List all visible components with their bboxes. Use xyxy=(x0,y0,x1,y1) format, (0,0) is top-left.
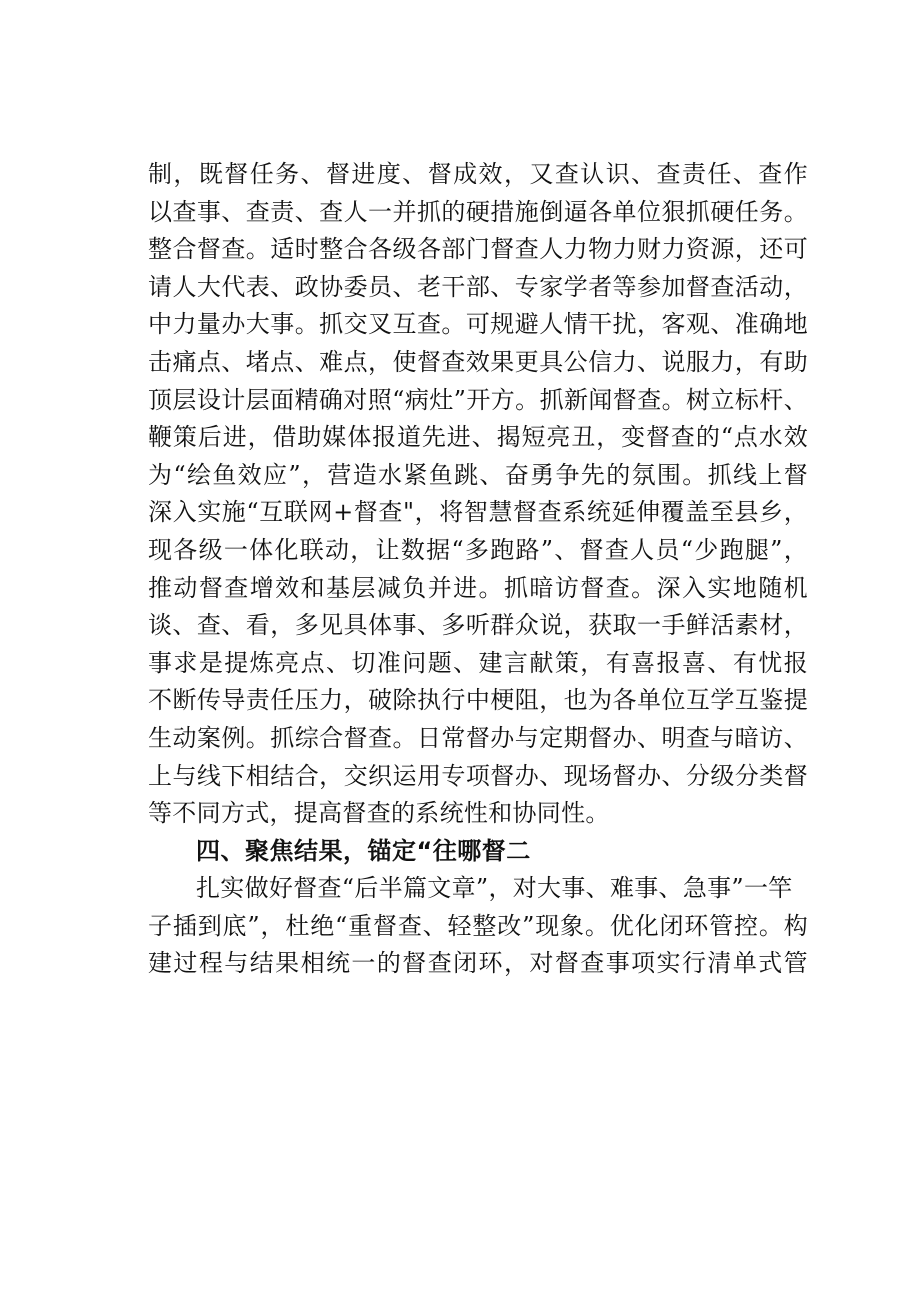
text-line: 中力量办大事。抓交叉互查。可规避人情干扰，客观、准确地 xyxy=(148,310,808,339)
text-line: 整合督查。适时整合各级各部门督查人力物力财力资源，还可 xyxy=(148,235,808,264)
text-line: 谈、查、看，多见具体事、多听群众说，获取一手鲜活素材， xyxy=(148,611,808,640)
text-line: 鞭策后进，借助媒体报道先进、揭短亮丑，变督查的“点水效 xyxy=(148,423,808,452)
text-line: 请人大代表、政协委员、老干部、专家学者等参加督查活动， xyxy=(148,272,808,301)
text-line: 顶层设计层面精确对照“病灶”开方。抓新闻督查。树立标杆、 xyxy=(148,385,808,414)
text-line: 制，既督任务、督进度、督成效，又查认识、查责任、查作 xyxy=(148,160,808,188)
text-line: 现各级一体化联动，让数据“多跑路”、督查人员“少跑腿”， xyxy=(148,535,808,564)
text-line: 以查事、查责、查人一并抓的硬措施倒逼各单位狠抓硬任务。 xyxy=(148,197,808,226)
text-line: 等不同方式，提高督查的系统性和协同性。 xyxy=(148,799,610,828)
text-line: 扎实做好督查“后半篇文章”，对大事、难事、急事”一竿 xyxy=(196,874,793,903)
text-line: 击痛点、堵点、难点，使督查效果更具公信力、说服力，有助 xyxy=(148,347,808,376)
text-line: 推动督查增效和基层减负并进。抓暗访督查。深入实地随机 xyxy=(148,573,808,602)
text-line: 事求是提炼亮点、切准问题、建言献策，有喜报喜、有忧报 xyxy=(148,648,808,677)
text-line: 子插到底”，杜绝“重督查、轻整改”现象。优化闭环管控。构 xyxy=(148,911,808,940)
document-body xyxy=(148,156,808,983)
text-line: 深入实施“互联网+督查"，将智慧督查系统延伸覆盖至县乡， xyxy=(148,498,808,527)
text-line: 上与线下相结合，交织运用专项督办、现场督办、分级分类督 xyxy=(148,761,808,790)
text-line: 为“绘鱼效应”，营造水紧鱼跳、奋勇争先的氛围。抓线上督 xyxy=(148,460,808,489)
text-line: 不断传导责任压力，破除执行中梗阻，也为各单位互学互鉴提 xyxy=(148,686,808,715)
section-heading: 四、聚焦结果，锚定“往哪督二 xyxy=(196,836,531,865)
text-line: 生动案例。抓综合督查。日常督办与定期督办、明查与暗访、 xyxy=(148,723,808,752)
text-line: 建过程与结果相统一的督查闭环，对督查事项实行清单式管 xyxy=(148,949,808,978)
